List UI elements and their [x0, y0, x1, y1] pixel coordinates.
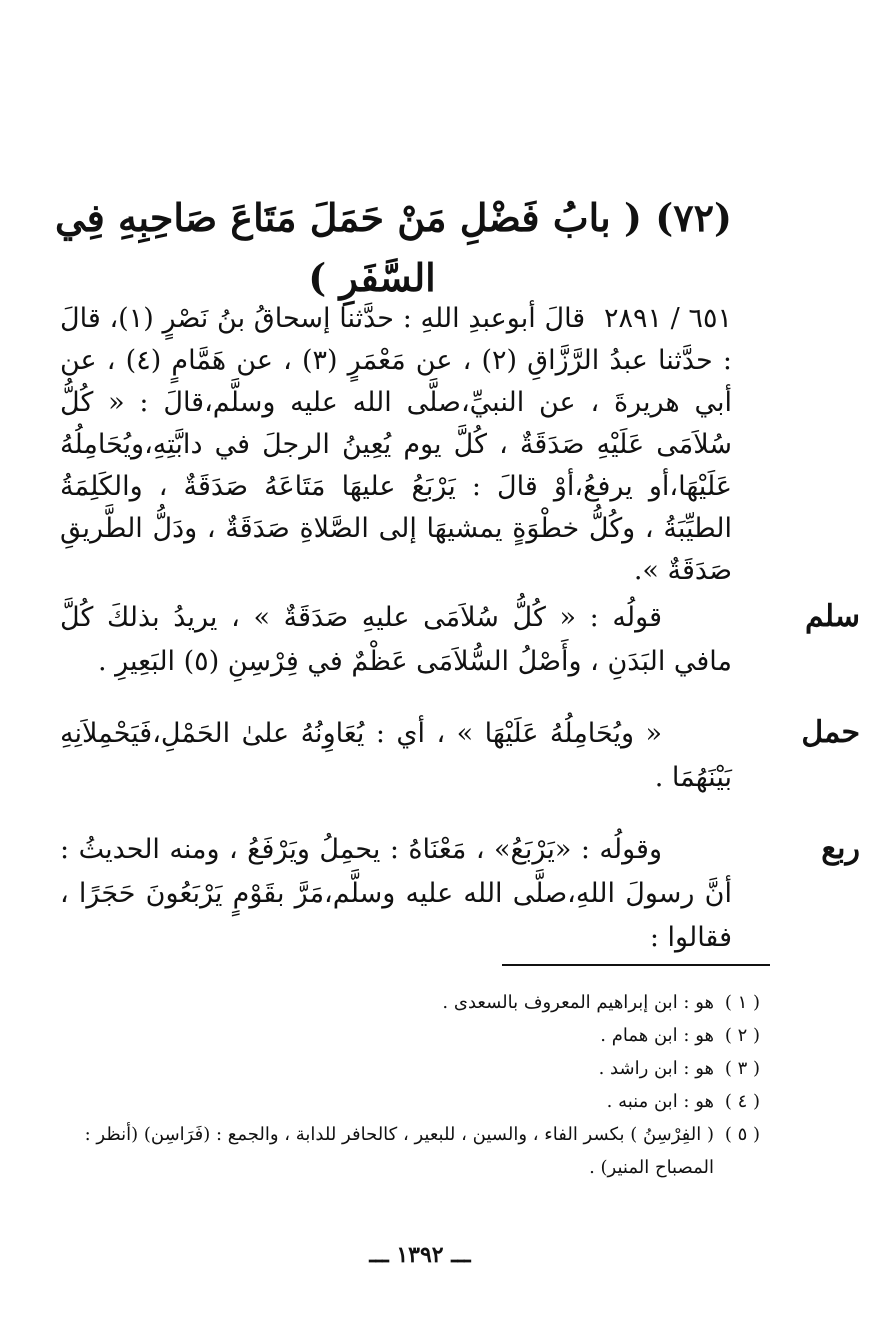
footnote-item: [60, 1052, 760, 1085]
gloss-text: [60, 596, 732, 684]
gloss-text: [60, 712, 732, 800]
hadith-body: قالَ أبوعبدِ اللهِ : حدَّثنا إسحاقُ بنُ نَصْرٍ (١)، قالَ : حدَّثنا عبدُ الرَّزَّاقِ (٢) ، عن مَعْمَرٍ (٣) ، عن هَمَّامٍ (٤) ، عن أبي هريرةَ ، عن النبيِّ،صلَّى الله عليه وسلَّم،قالَ : « كُلُّ سُلاَمَى عَلَيْهِ صَدَقَةٌ ، كُلَّ يوم يُعِينُ الرجلَ في دابَّتِهِ،ويُحَامِلُهُ عَلَيْهَا،أو يرفعُ،أوْ قالَ : يَرْبَعُ عليهَا مَتَاعَهُ صَدَقَةٌ ، والكَلِمَةُ الطيِّبَةُ ، وكُلُّ خطْوَةٍ يمشيهَا إلى الصَّلاةِ صَدَقَةٌ ، ودَلُّ الطَّريقِ صَدَقَةٌ ».: [60, 303, 732, 586]
gloss-text-content: قولُه : « كُلُّ سُلاَمَى عليهِ صَدَقَةٌ » ، يريدُ بذلكَ كُلَّ مافي البَدَنِ ، وأَصْلُ السُّلاَمَى عَظْمٌ في فِرْسِنِ (٥) البَعِيرِ .: [60, 602, 732, 677]
gloss-text-content: « ويُحَامِلُهُ عَلَيْهَا » ، أي : يُعَاوِنُهُ علىٰ الحَمْلِ،فَيَحْمِلاَنِهِ بَيْنَهُمَا .: [60, 718, 732, 793]
hadith-text-block: [60, 298, 732, 592]
footnotes: [60, 986, 760, 1184]
footnote-number: ( ٣ ): [724, 1058, 760, 1079]
hadith-number: ٦٥١ / ٢٨٩١: [603, 303, 732, 334]
chapter-title: [52, 188, 732, 308]
footnote-text: ( الفِرْسِنُ ) بكسر الفاء ، والسين ، للبعير ، كالحافر للدابة ، والجمع : (فَرَاسِن) (أنظر : المصباح المنير) .: [84, 1124, 714, 1178]
gloss-keyword: سلم: [804, 599, 860, 634]
footnote-item: [60, 1085, 760, 1118]
footnote-item: [60, 986, 760, 1019]
footnote-number: ( ٤ ): [724, 1091, 760, 1112]
footnote-text: هو : ابن راشد .: [598, 1058, 714, 1079]
footnote-text: هو : ابن منبه .: [606, 1091, 714, 1112]
footnote-text: هو : ابن إبراهيم المعروف بالسعدى .: [442, 992, 714, 1013]
footnote-separator: [502, 964, 770, 966]
gloss-text-content: وقولُه : «يَرْبَعُ» ، مَعْنَاهُ : يحمِلُ ويَرْفَعُ ، ومنه الحديثُ : أنَّ رسولَ اللهِ،صلَّى الله عليه وسلَّم،مَرَّ بقَوْمٍ يَرْبَعُونَ حَجَرًا ، فقالوا :: [60, 834, 732, 953]
footnote-text: هو : ابن همام .: [600, 1025, 714, 1046]
footnote-number: ( ٥ ): [724, 1124, 760, 1145]
gloss-text: [60, 828, 732, 960]
page-number: ـــ ١٣٩٢ ـــ: [369, 1242, 471, 1268]
footnote-item: [60, 1118, 760, 1184]
gloss-keyword: حمل: [801, 715, 860, 750]
gloss-keyword: ربع: [821, 831, 860, 866]
footnote-item: [60, 1019, 760, 1052]
footnote-number: ( ١ ): [724, 992, 760, 1013]
chapter-title-line-2: السَّفَرِ ): [308, 255, 436, 300]
gloss-entry-salam: [60, 596, 860, 692]
chapter-title-line-1: (٧٢) ( بابُ فَضْلِ مَنْ حَمَلَ مَتَاعَ صَاحِبِهِ فِي: [54, 195, 732, 240]
gloss-entry-rabaa: [60, 828, 860, 953]
footnote-number: ( ٢ ): [724, 1025, 760, 1046]
gloss-entry-haml: [60, 712, 860, 808]
